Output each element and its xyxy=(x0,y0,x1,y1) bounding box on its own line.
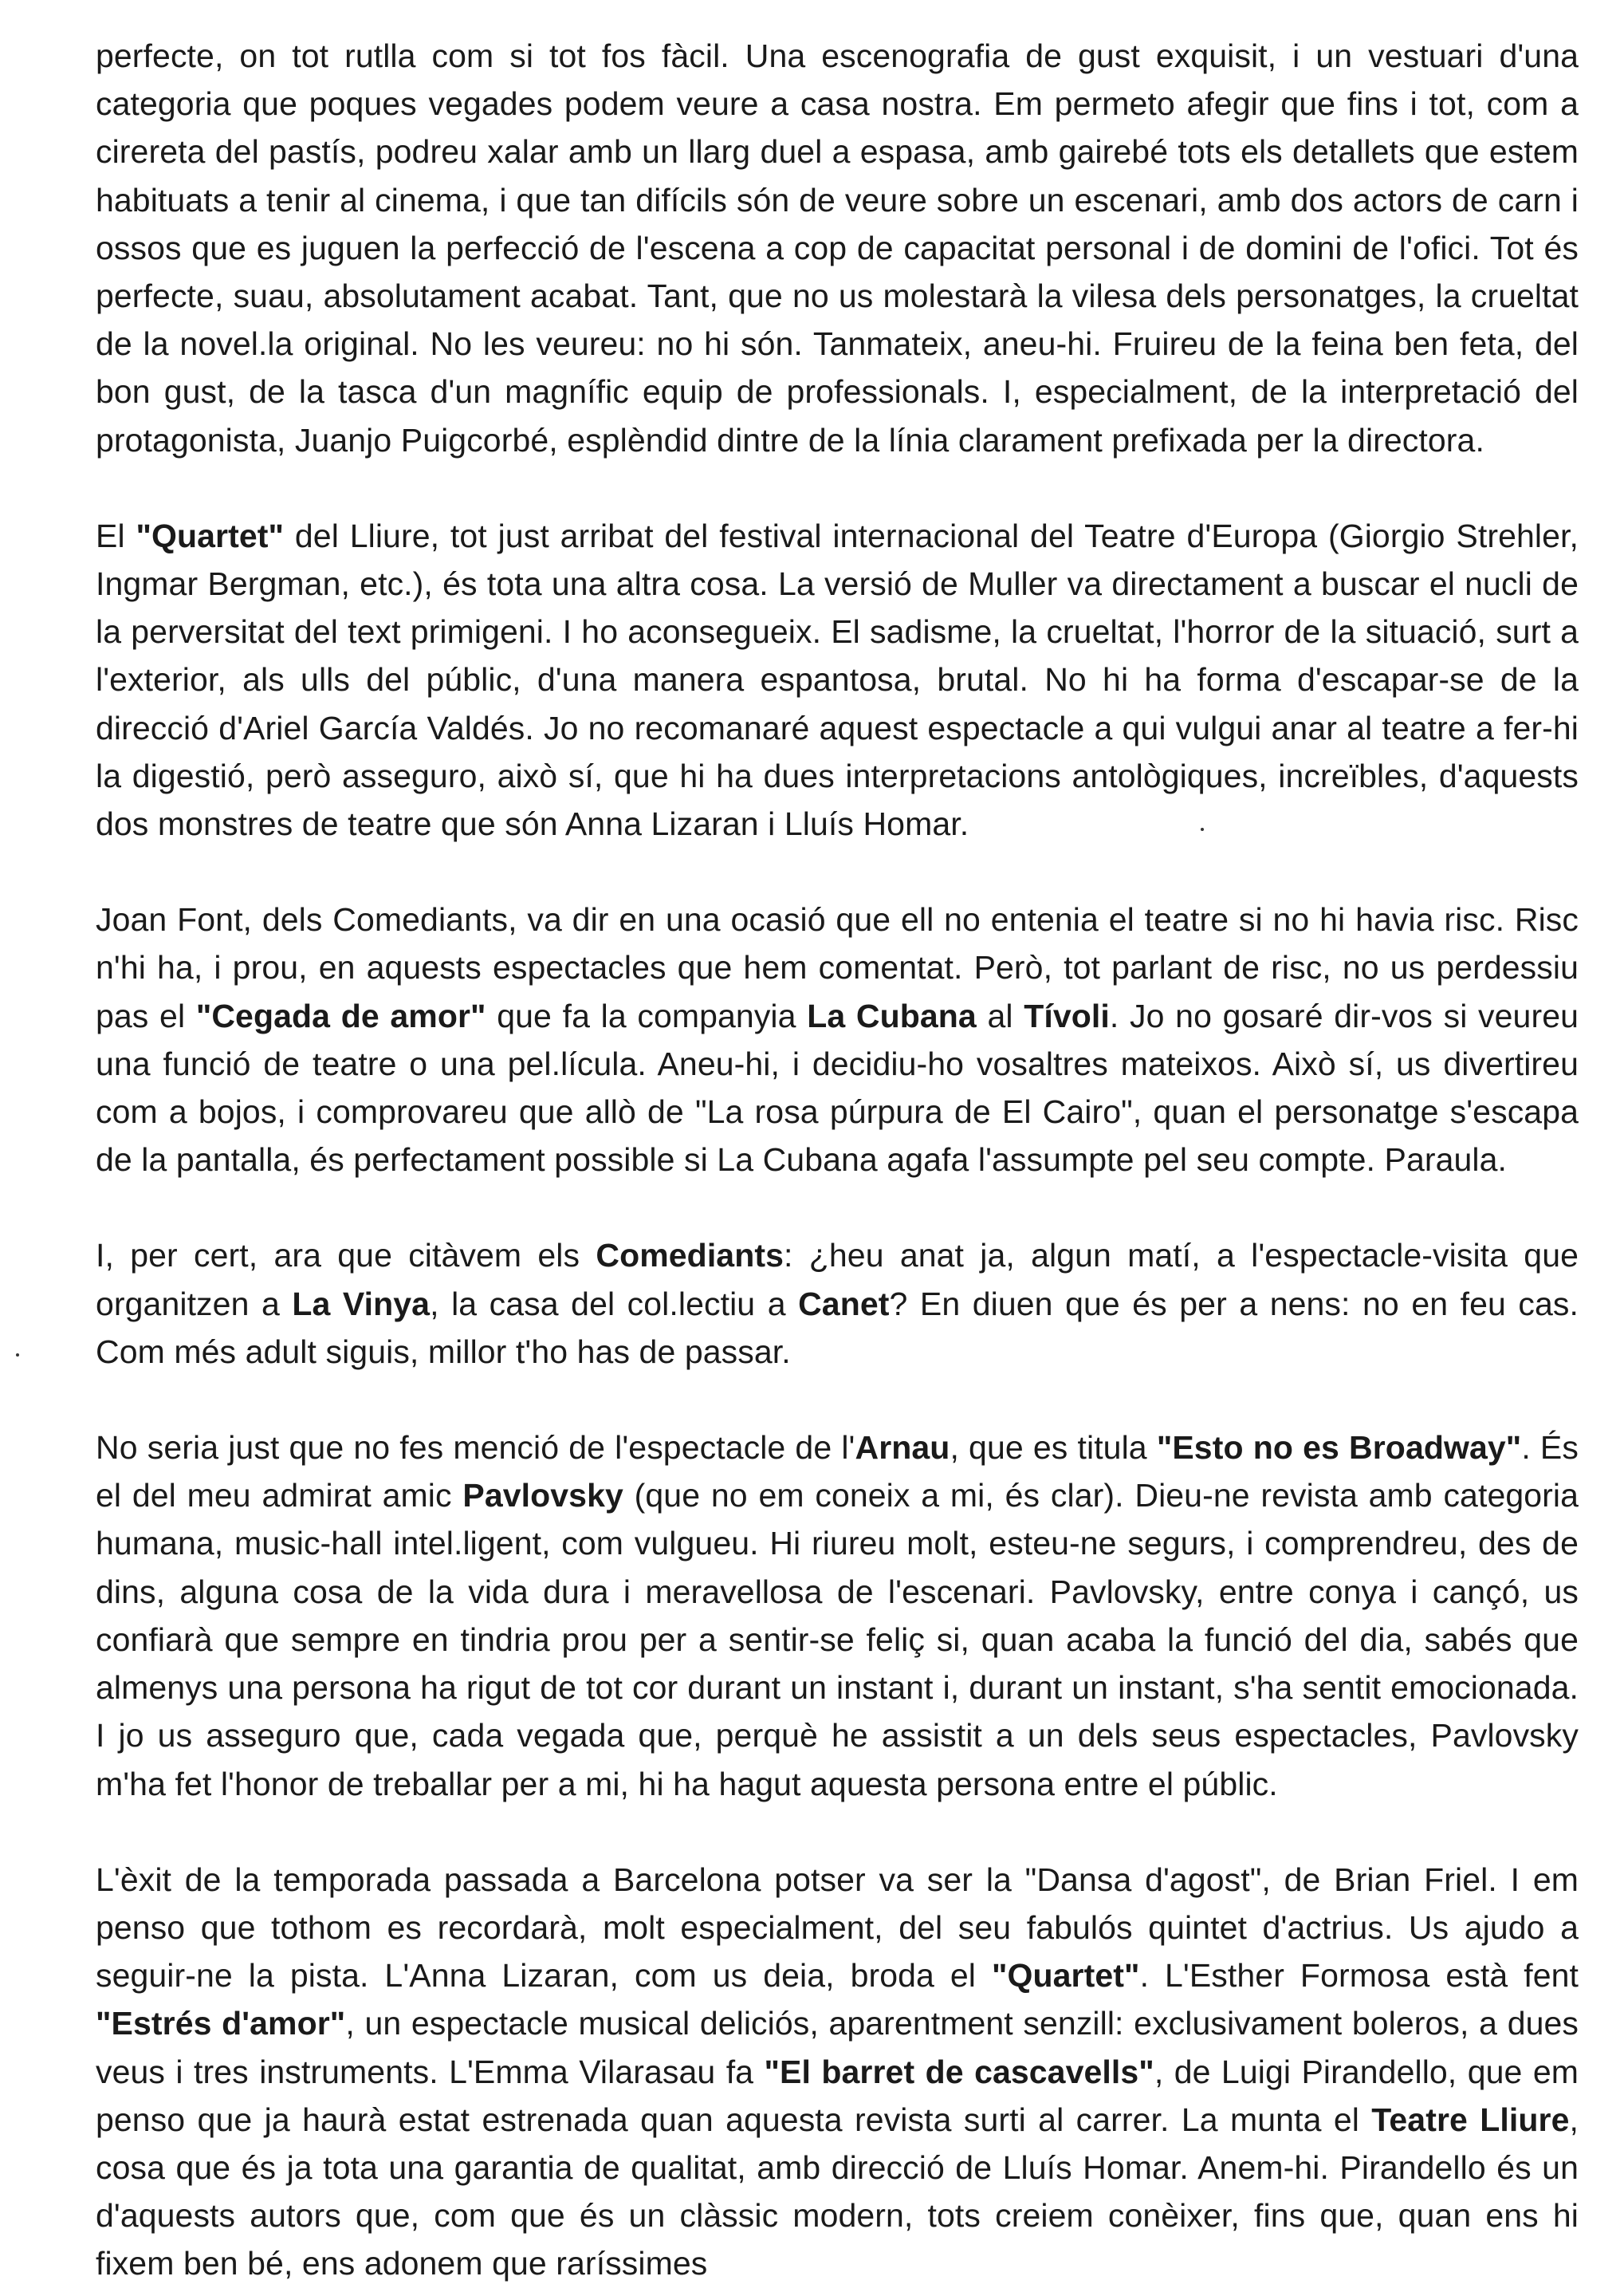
bold-title-el-barret-de-cascavells: "El barret de cascavells" xyxy=(764,2053,1154,2090)
bold-title-quartet: "Quartet" xyxy=(136,517,285,554)
text-run: que fa la companyia xyxy=(486,997,808,1034)
text-run: : ¿heu anat ja, algun matí, a l'espectacle-visita que organitzen a xyxy=(96,1237,1579,1322)
paragraph-5 xyxy=(96,1424,1579,1808)
paragraph-2 xyxy=(96,512,1579,848)
bold-venue-tivoli: Tívoli xyxy=(1024,997,1110,1034)
text-run: El xyxy=(96,517,136,554)
bold-name-pavlovsky: Pavlovsky xyxy=(462,1477,623,1514)
bold-company-comediants: Comediants xyxy=(596,1237,784,1274)
text-run: . L'Esther Formosa està fent xyxy=(1139,1957,1579,1995)
bold-company-la-cubana: La Cubana xyxy=(807,997,977,1034)
scan-speck xyxy=(16,1353,19,1357)
text-run: , de Luigi Pirandello, que em penso que ja haurà estat estrenada quan aquesta revista surti al carrer. La munta el xyxy=(96,2053,1579,2138)
article-body xyxy=(96,32,1579,2288)
bold-title-estres-d-amor: "Estrés d'amor" xyxy=(96,2005,346,2042)
scan-speck xyxy=(1201,828,1204,831)
bold-place-canet: Canet xyxy=(798,1285,890,1322)
bold-title-quartet: "Quartet" xyxy=(991,1957,1140,1995)
text-run: del Lliure, tot just arribat del festival internacional del Teatre d'Europa (Giorgio Strehler, Ingmar Bergman, etc.), és tota una altra cosa. La versió de Muller va directament a buscar el nucli de la perversitat del text primigeni. I ho aconsegueix. El sadisme, la crueltat, l'horror de la situació, surt a l'exterior, als ulls del públic, d'una manera espantosa, brutal. No hi ha forma d'escapar-se de la direcció d'Ariel García Valdés. Jo no recomanaré aquest espectacle a qui vulgui anar al teatre a fer-hi la digestió, però asseguro, això sí, que hi ha dues interpretacions antològiques, increïbles, d'aquests dos monstres de teatre que són Anna Lizaran i Lluís Homar. xyxy=(96,517,1579,843)
paragraph-3 xyxy=(96,896,1579,1183)
text-run: (que no em coneix a mi, és clar). Dieu-ne revista amb categoria humana, music-hall intel.ligent, com vulgueu. Hi riureu molt, esteu-ne segurs, i comprendreu, des de dins, alguna cosa de la vida dura i meravellosa de l'escenari. Pavlovsky, entre conya i cançó, us confiarà que sempre en tindria prou per a sentir-se feliç si, quan acaba la funció del dia, sabés que almenys una persona ha rigut de tot cor durant un instant i, durant un instant, s'ha sentit emocionada. I jo us asseguro que, cada vegada que, perquè he assistit a un dels seus espectacles, Pavlovsky m'ha fet l'honor de treballar per a mi, hi ha hagut aquesta persona entre el públic. xyxy=(96,1477,1579,1802)
bold-venue-arnau: Arnau xyxy=(855,1429,950,1467)
bold-title-esto-no-es-broadway: "Esto no es Broadway" xyxy=(1156,1429,1522,1467)
text-run: , que es titula xyxy=(950,1429,1157,1467)
text-run: , cosa que és ja tota una garantia de qualitat, amb direcció de Lluís Homar. Anem-hi. Pirandello és un d'aquests autors que, com que és un clàssic modern, tots creiem conèixer, fins que, quan ens hi fixem ben bé, ens adonem que raríssimes xyxy=(96,2101,1579,2282)
text-run: L'èxit de la temporada passada a Barcelona potser va ser la "Dansa d'agost", de Brian Friel. I em penso que tothom es recordarà, molt especialment, del seu fabulós quintet d'actrius. Us ajudo a seguir-ne la pista. L'Anna Lizaran, com us deia, broda el xyxy=(96,1861,1579,1995)
paragraph-4 xyxy=(96,1231,1579,1376)
bold-title-cegada-de-amor: "Cegada de amor" xyxy=(195,997,486,1034)
text-run: No seria just que no fes menció de l'espectacle de l' xyxy=(96,1429,855,1467)
text-run: , un espectacle musical deliciós, aparentment senzill: exclusivament boleros, a dues veus i tres instruments. L'Emma Vilarasau fa xyxy=(96,2005,1579,2090)
text-run: , la casa del col.lectiu a xyxy=(430,1285,799,1322)
text-run: Joan Font, dels Comediants, va dir en una ocasió que ell no entenia el teatre si no hi havia risc. Risc n'hi ha, i prou, en aquests espectacles que hem comentat. Però, tot parlant de risc, no us perdessiu pas el xyxy=(96,901,1579,1034)
text-run: perfecte, on tot rutlla com si tot fos fàcil. Una escenografia de gust exquisit, i un vestuari d'una categoria que poques vegades podem veure a casa nostra. Em permeto afegir que fins i tot, com a cirereta del pastís, podreu xalar amb un llarg duel a espasa, amb gairebé tots els detallets que estem habituats a tenir al cinema, i que tan difícils són de veure sobre un escenari, amb dos actors de carn i ossos que es juguen la perfecció de l'escena a cop de capacitat personal i de domini de l'ofici. Tot és perfecte, suau, absolutament acabat. Tant, que no us molestarà la vilesa dels personatges, la crueltat de la novel.la original. No les veureu: no hi són. Tanmateix, aneu-hi. Fruireu de la feina ben feta, del bon gust, de la tasca d'un magnífic equip de professionals. I, especialment, de la interpretació del protagonista, Juanjo Puigcorbé, esplèndid dintre de la línia clarament prefixada per la directora. xyxy=(96,37,1579,459)
paragraph-1 xyxy=(96,32,1579,464)
text-run: . És el del meu admirat amic xyxy=(96,1429,1579,1514)
paragraph-6 xyxy=(96,1856,1579,2288)
text-run: I, per cert, ara que citàvem els xyxy=(96,1237,596,1274)
text-run: . Jo no gosaré dir-vos si veureu una funció de teatre o una pel.lícula. Aneu-hi, i decidiu-ho vosaltres mateixos. Això sí, us divertireu com a bojos, i comprovareu que allò de "La rosa púrpura de El Cairo", quan el personatge s'escapa de la pantalla, és perfectament possible si La Cubana agafa l'assumpte pel seu compte. Paraula. xyxy=(96,997,1579,1179)
text-run: al xyxy=(976,997,1024,1034)
bold-venue-teatre-lliure: Teatre Lliure xyxy=(1371,2101,1570,2138)
text-run: ? En diuen que és per a nens: no en feu cas. Com més adult siguis, millor t'ho has de passar. xyxy=(96,1285,1579,1370)
bold-place-la-vinya: La Vinya xyxy=(292,1285,431,1322)
